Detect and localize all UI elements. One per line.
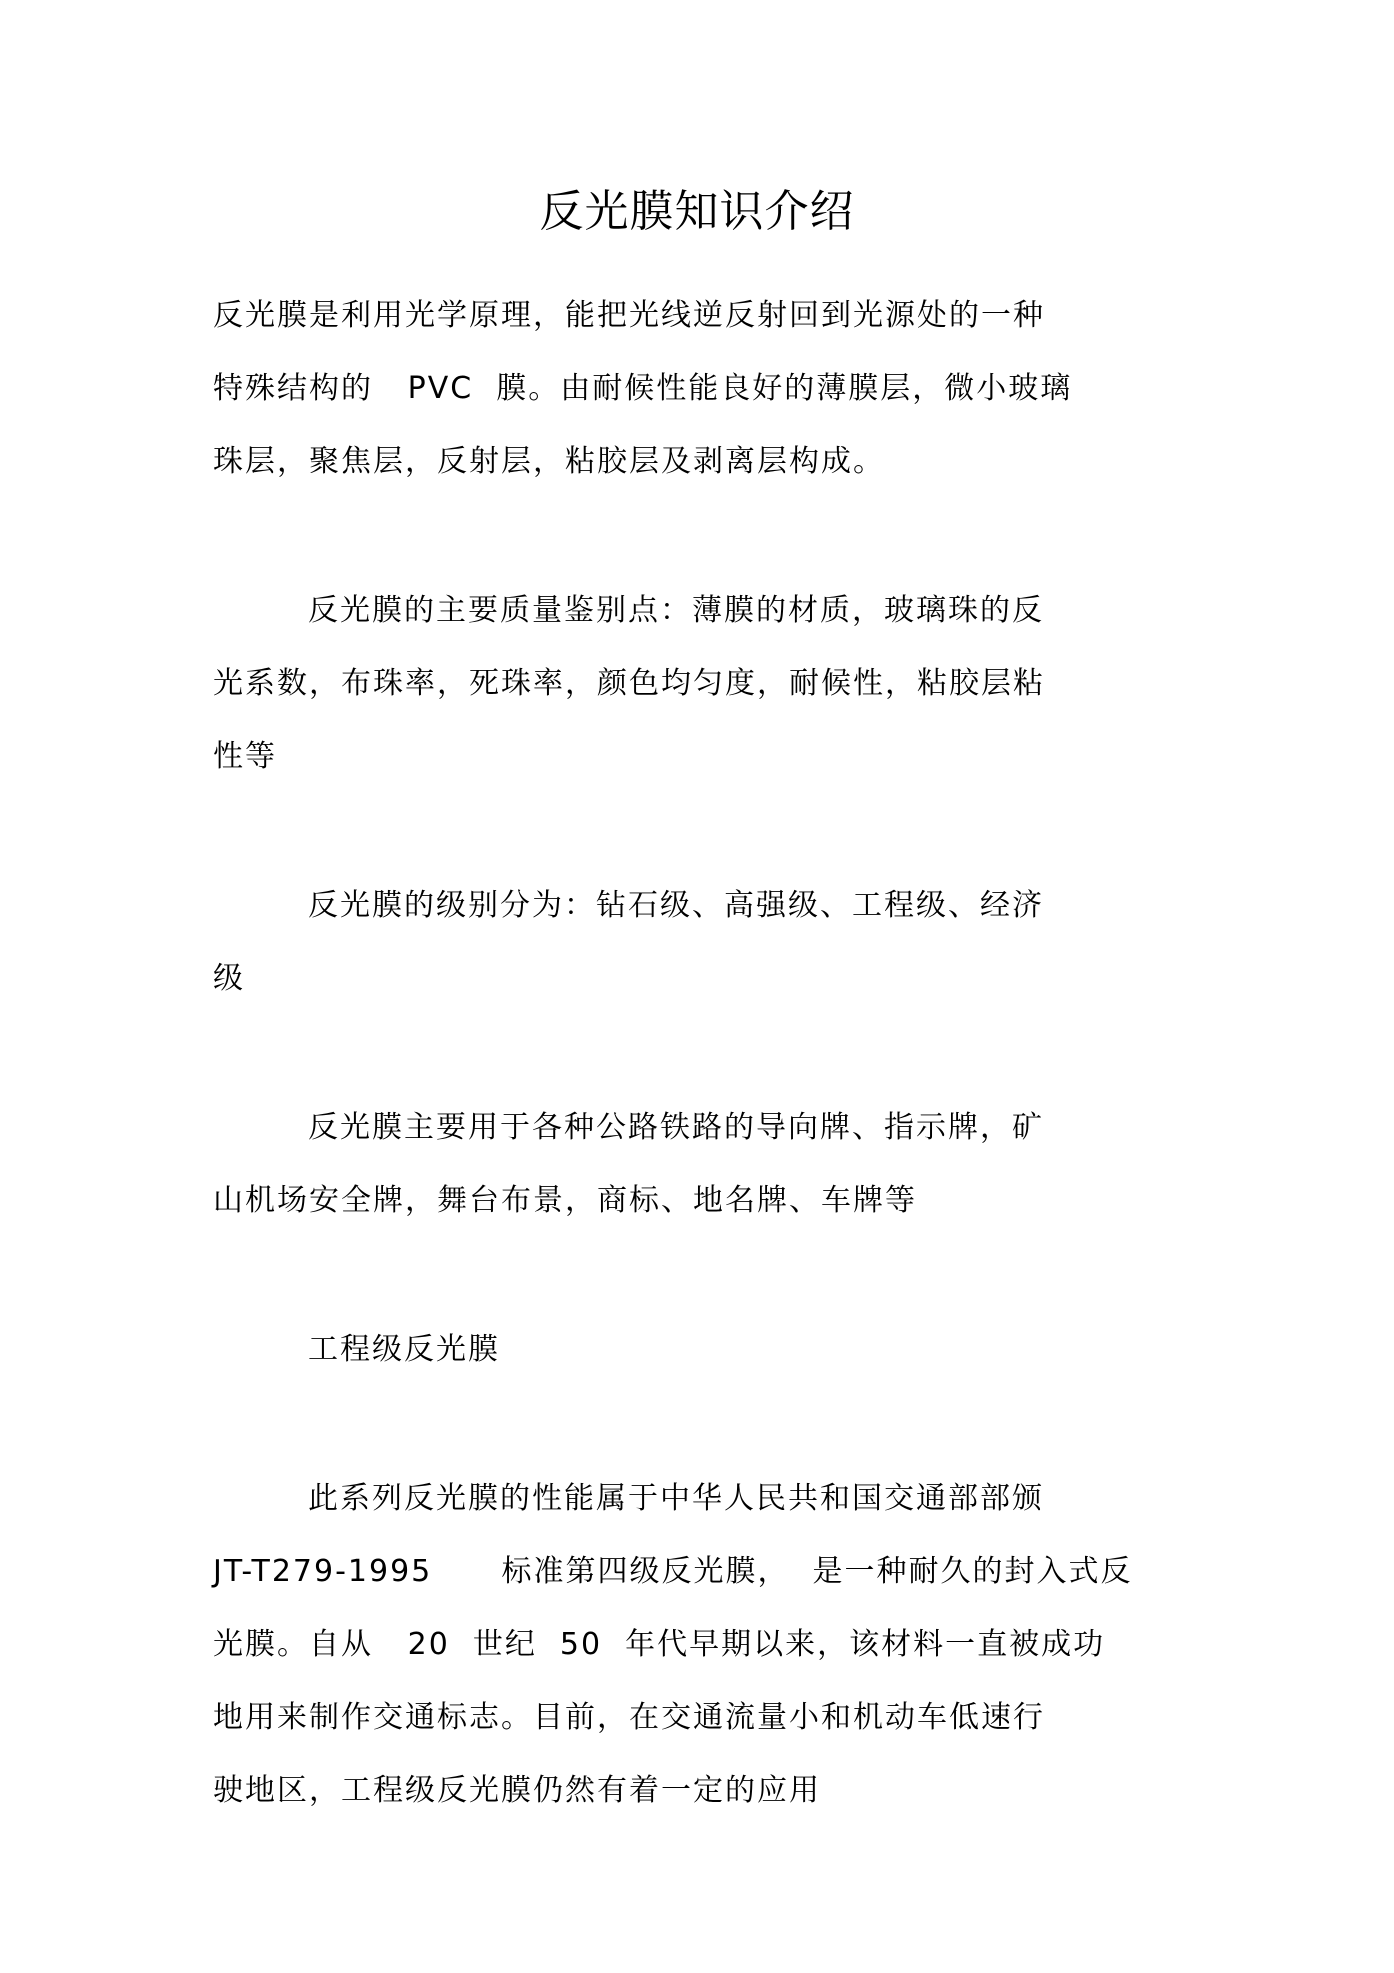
section-heading: 工程级反光膜 [308, 1332, 500, 1367]
document-title: 反光膜知识介绍 [539, 186, 855, 237]
paragraph-2-line-1: 反光膜的主要质量鉴别点：薄膜的材质，玻璃珠的反 [308, 593, 1044, 628]
paragraph-1-line-2: 特殊结构的 PVC 膜。由耐候性能良好的薄膜层，微小玻璃 [213, 371, 1073, 406]
paragraph-3-line-2: 级 [213, 961, 245, 996]
paragraph-2-line-3: 性等 [213, 739, 277, 774]
paragraph-6-line-5: 驶地区，工程级反光膜仍然有着一定的应用 [213, 1773, 821, 1808]
paragraph-3-line-1: 反光膜的级别分为：钻石级、高强级、工程级、经济 [308, 888, 1044, 923]
paragraph-6-line-1: 此系列反光膜的性能属于中华人民共和国交通部部颁 [308, 1481, 1044, 1516]
paragraph-6-line-4: 地用来制作交通标志。目前，在交通流量小和机动车低速行 [213, 1700, 1045, 1735]
paragraph-4-line-1: 反光膜主要用于各种公路铁路的导向牌、指示牌，矿 [308, 1110, 1044, 1145]
paragraph-2-line-2: 光系数，布珠率，死珠率，颜色均匀度，耐候性，粘胶层粘 [213, 666, 1045, 701]
paragraph-6-line-3: 光膜。自从 20 世纪 50 年代早期以来，该材料一直被成功 [213, 1627, 1106, 1662]
paragraph-1-line-1: 反光膜是利用光学原理，能把光线逆反射回到光源处的一种 [213, 298, 1045, 333]
paragraph-4-line-2: 山机场安全牌，舞台布景，商标、地名牌、车牌等 [213, 1183, 917, 1218]
paragraph-1-line-3: 珠层，聚焦层，反射层，粘胶层及剥离层构成。 [213, 444, 885, 479]
paragraph-6-line-2: JT-T279-1995 标准第四级反光膜， 是一种耐久的封入式反 [213, 1554, 1133, 1589]
